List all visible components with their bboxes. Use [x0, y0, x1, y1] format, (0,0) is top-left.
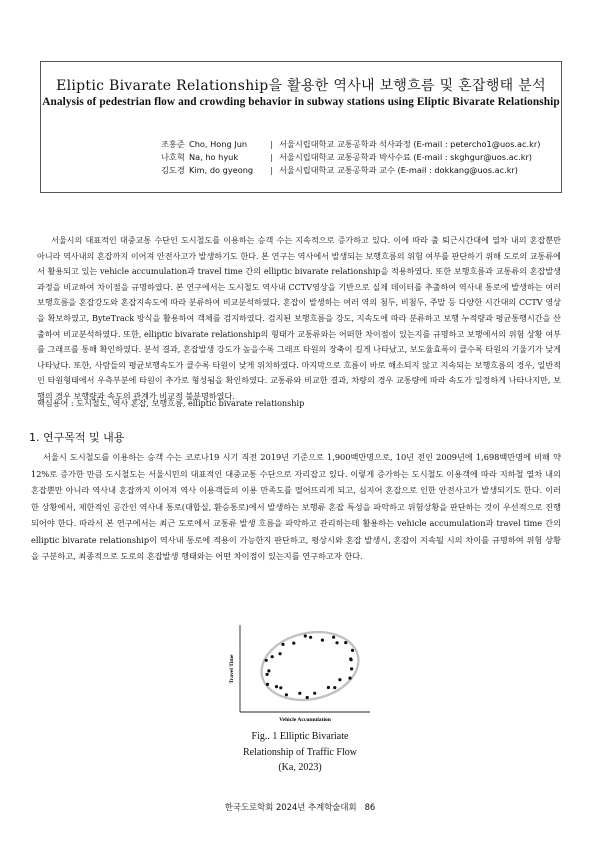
- author-affiliation: 서울시립대학교 교통공학과 교수 (E-mail : dokkang@uos.ac.kr): [279, 165, 518, 175]
- data-point: [309, 636, 312, 639]
- title-box: [40, 61, 562, 193]
- ellipse-figure: [220, 617, 380, 727]
- author-divider: |: [270, 152, 273, 162]
- author-divider: |: [270, 165, 273, 175]
- section-heading: 1. 연구목적 및 내용: [29, 431, 125, 444]
- author-name-ko: 나호혁: [161, 152, 185, 162]
- data-point: [266, 683, 269, 686]
- paper-title-korean: Eliptic Bivarate Relationship을 활용한 역사내 보행흐름 및 혼잡행태 분석: [56, 78, 546, 94]
- data-point: [313, 692, 316, 695]
- data-point: [266, 673, 269, 676]
- author-name-en: Kim, do gyeong: [189, 165, 254, 175]
- author-divider: |: [270, 139, 273, 149]
- figure-caption: [200, 729, 400, 776]
- data-point: [349, 657, 352, 660]
- keywords: [37, 398, 304, 409]
- data-point: [333, 686, 336, 689]
- data-point: [271, 655, 274, 658]
- author-affiliation: 서울시립대학교 교통공학과 박사수료 (E-mail : skghgur@uos.ac.kr): [279, 152, 533, 162]
- data-point: [321, 639, 324, 642]
- author-name-ko: 조홍준: [161, 139, 185, 149]
- data-point: [267, 669, 270, 672]
- data-point: [338, 678, 341, 681]
- data-point: [281, 643, 284, 646]
- caption-line: Relationship of Traffic Flow: [243, 746, 357, 758]
- data-point: [285, 693, 288, 696]
- keywords-list: 도시철도, 역사 혼잡, 보행흐름, elliptic bivarate relationship: [76, 398, 305, 408]
- data-point: [279, 686, 282, 689]
- data-point: [298, 692, 301, 695]
- data-point: [279, 652, 282, 655]
- data-point: [292, 642, 295, 645]
- page-footer: [0, 801, 600, 813]
- section-body: 서울시 도시철도를 이용하는 승객 수는 코로나19 시기 직전 2019년 기준으로 1,900백만명으로, 10년 전인 2009년에 1,698백만명에 비해 약 12%로 증가한 만큼 도시철도는 서울시민의 대표적인 대중교통 수단으로 자리잡고 있다. 이렇게 증가하는 도시철도 이용객에 따라 지하철 열차 내의 혼잡뿐만 아니라 역사내 혼잡까지 이어져 역사 이용객들의 이용 만족도를 떨어뜨리게 되고, 심지어 혼잡으로 인한 안전사고가 발생되기도 한다. 이러한 상황에서, 제한적인 공간인 역사내 통로(대합실, 환승통로)에서 발생하는 보행류 혼잡 특성을 파악하고 위험상황을 판단하는 것이 우선적으로 진행되어야 한다. 따라서 본 연구에서는 최근 도로에서 교통류 발생 흐름을 파악하고 관리하는데 활용하는 vehicle accumulation과 travel time 간의 elliptic bivarate relationship이 역사내 통로에 적용이 가능한지 판단하고, 평상시와 혼잡 발생시, 혼잡이 지속될 시의 차이를 규명하여 위험 상황을 구분하고, 최종적으로 도로의 혼잡발생 행태와는 어떤 차이점이 있는지를 연구하고자 한다.: [31, 452, 561, 561]
- data-point: [335, 641, 338, 644]
- author-affiliation: 서울시립대학교 교통공학과 석사과정 (E-mail : petercho1@uos.ac.kr): [279, 139, 541, 149]
- y-axis-label: Travel Time: [229, 654, 235, 684]
- figure: [220, 617, 380, 727]
- data-point: [348, 677, 351, 680]
- abstract: 서울시의 대표적인 대중교통 수단인 도시철도를 이용하는 승객 수는 지속적으로 증가하고 있다. 이에 따라 출 퇴근시간대에 열차 내의 혼잡뿐만 아니라 역사내의 혼잡까지 이어져 안전사고가 발생하기도 한다. 본 연구는 역사에서 발생되는 보행흐름의 위험 여부를 판단하기 위해 도로의 교통류에서 활용되고 있는 vehicle accumulation과 travel time 간의 elliptic bivarate relationship을 적용하였다. 또한 보행흐름과 교통류의 혼잡발생 과정을 비교하여 차이점을 규명하였다. 본 연구에서는 도시철도 역사내 CCTV영상을 기반으로 실제 데이터를 추출하여 역사내 통로에 발생하는 여러 보행흐름을 혼잡강도와 혼잡지속도에 따라 분류하여 비교분석하였다. 혼잡이 발생하는 여러 역의 첨두, 비첨두, 주말 등 다양한 시간대의 CCTV 영상을 확보하였고, ByteTrack 방식을 활용하여 객체를 검지하였다. 검지된 보행흐름을 강도, 지속도에 따라 분류하고 보행 누적량과 평균통행시간을 산출하여 비교분석하였다. 또한, elliptic bivarate relationship의 형태가 교통류와는 어떠한 차이점이 있는지를 규명하고 보행에서의 위험 상황 여부를 그래프를 통해 확인하였다. 분석 결과, 혼잡발생 강도가 높을수록 그래프 타원의 장축이 길게 나타났고, 보도율효폭이 클수록 타원의 기울기가 낮게 나타났다. 또한, 사람들의 평균보행속도가 클수록 타원이 낮게 위치하였다. 마지막으로 흐름이 바로 해소되지 않고 지속되는 보행흐름의 경우, 일반적인 타원형태에서 우측부분에 타원이 추가로 형성됨을 확인하였다. 교통류와 비교한 결과, 차량의 경우 교통량에 따라 속도가 일정하게 나타나지만, 보행의 경우 보행량과 속도의 관계가 비교적 불분명하였다.: [37, 235, 561, 401]
- data-point: [327, 686, 330, 689]
- x-axis-label: Vehicle Accumulation: [279, 717, 331, 723]
- page-number: 86: [364, 802, 376, 812]
- caption-line: Fig.. 1 Elliptic Bivariate: [251, 731, 349, 742]
- data-point: [304, 634, 307, 637]
- data-point: [306, 696, 309, 699]
- paper-title-english: Analysis of pedestrian flow and crowding behavior in subway stations using Eliptic Bivarate Relationship: [42, 96, 560, 108]
- data-point: [275, 685, 278, 688]
- caption-line: (Ka, 2023): [278, 762, 322, 773]
- data-point: [350, 667, 353, 670]
- data-point: [351, 649, 354, 652]
- author-name-en: Na, ho hyuk: [189, 152, 239, 162]
- footer-conference: 한국도로학회 2024년 추계학술대회: [224, 802, 357, 812]
- author-name-en: Cho, Hong Jun: [189, 139, 248, 149]
- data-point: [332, 636, 335, 639]
- keywords-label: 핵심용어 :: [37, 398, 74, 408]
- author-name-ko: 김도경: [161, 165, 185, 175]
- data-point: [265, 659, 268, 662]
- data-point: [344, 641, 347, 644]
